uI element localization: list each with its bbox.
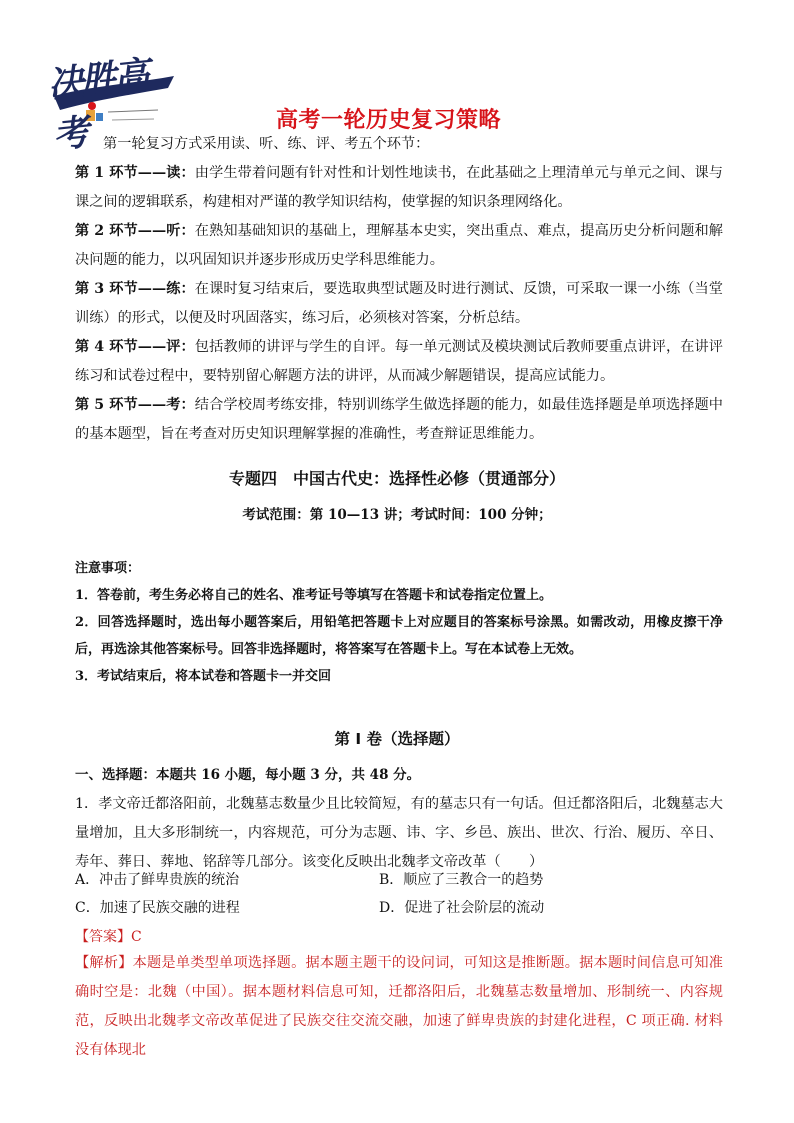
step-label: 第 4 环节——评： — [75, 339, 195, 355]
answer-label: 【答案】 — [75, 929, 131, 945]
step-3 — [75, 275, 723, 333]
step-4 — [75, 333, 723, 391]
section-heading: 一、选择题：本题共 16 小题，每小题 3 分，共 48 分。 — [75, 767, 421, 783]
option-b[interactable]: B．顺应了三教合一的趋势 — [379, 872, 544, 888]
brand-logo — [45, 50, 180, 157]
intro-text: 第一轮复习方式采用读、听、练、评、考五个环节： — [103, 136, 430, 152]
step-label: 第 1 环节——读： — [75, 165, 195, 181]
analysis-text: 本题是单类型单项选择题。据本题主题干的设问词，可知这是推断题。据本题时间信息可知准确时空是：北魏（中国）。据本题材料信息可知，迁都洛阳后，北魏墓志数量增加、形制统一、内容规范，反映出北魏孝文帝改革促进了民族交往交流交融，加速了鲜卑贵族的封建化进程，C 项正确. 材料没有体现北 — [75, 955, 723, 1058]
question-stem: 1．孝文帝迁都洛阳前，北魏墓志数量少且比较简短，有的墓志只有一句话。但迁都洛阳后，北魏墓志大量增加，且大多形制统一，内容规范，可分为志题、讳、字、乡邑、族出、世次、行治、履历、卒日、寿年、葬日、葬地、铭辞等几部分。该变化反映出北魏孝文帝改革（ ） — [75, 796, 723, 870]
strategy-section — [75, 130, 723, 449]
step-text: 包括教师的讲评与学生的自评。每一单元测试及模块测试后教师要重点讲评，在讲评练习和试卷过程中，要特别留心解题方法的讲评，从而减少解题错误，提高应试能力。 — [75, 339, 723, 384]
notes-heading: 注意事项： — [75, 561, 141, 576]
question-block — [75, 761, 723, 877]
step-label: 第 3 环节——练： — [75, 281, 195, 297]
page-title: 高考一轮历史复习策略 — [276, 108, 502, 133]
logo-text: 决胜高考 — [45, 53, 149, 157]
option-d[interactable]: D．促进了社会阶层的流动 — [379, 900, 545, 916]
step-label: 第 2 环节——听： — [75, 223, 195, 239]
answer-value: C — [131, 929, 142, 945]
exam-scope: 考试范围：第 10—13 讲；考试时间：100 分钟； — [242, 507, 552, 523]
step-text: 结合学校周考练安排，特别训练学生做选择题的能力，如最佳选择题是单项选择题中的基本题型，旨在考查对历史知识理解掌握的准确性，考查辩证思维能力。 — [75, 397, 723, 442]
note-item: 3．考试结束后，将本试卷和答题卡一并交回 — [75, 669, 332, 684]
note-item: 2．回答选择题时，选出每小题答案后，用铅笔把答题卡上对应题目的答案标号涂黑。如需改动，用橡皮擦干净后，再选涂其他答案标号。回答非选择题时，将答案写在答题卡上。写在本试卷上无效。 — [75, 615, 723, 657]
option-a[interactable]: A．冲击了鲜卑贵族的统治 — [75, 872, 240, 888]
option-c[interactable]: C．加速了民族交融的进程 — [75, 900, 240, 916]
step-1 — [75, 159, 723, 217]
step-label: 第 5 环节——考： — [75, 397, 195, 413]
step-text: 由学生带着问题有针对性和计划性地读书，在此基础之上理清单元与单元之间、课与课之间的逻辑联系，构建相对严谨的教学知识结构，使掌握的知识条理网络化。 — [75, 165, 723, 210]
analysis-block — [75, 949, 723, 1065]
volume-title: 第 I 卷（选择题） — [334, 730, 460, 748]
analysis-label: 【解析】 — [75, 955, 133, 971]
unit-title: 专题四 中国古代史：选择性必修（贯通部分） — [228, 469, 565, 488]
step-2 — [75, 217, 723, 275]
step-5 — [75, 391, 723, 449]
notes-section — [75, 555, 723, 690]
note-item: 1．答卷前，考生务必将自己的姓名、准考证号等填写在答题卡和试卷指定位置上。 — [75, 588, 553, 603]
step-text: 在课时复习结束后，要选取典型试题及时进行测试、反馈，可采取一课一小练（当堂训练）的形式，以便及时巩固落实，练习后，必须核对答案，分析总结。 — [75, 281, 723, 326]
step-text: 在熟知基础知识的基础上，理解基本史实，突出重点、难点，提高历史分析问题和解决问题的能力，以巩固知识并逐步形成历史学科思维能力。 — [75, 223, 723, 268]
answer-line — [75, 926, 142, 946]
